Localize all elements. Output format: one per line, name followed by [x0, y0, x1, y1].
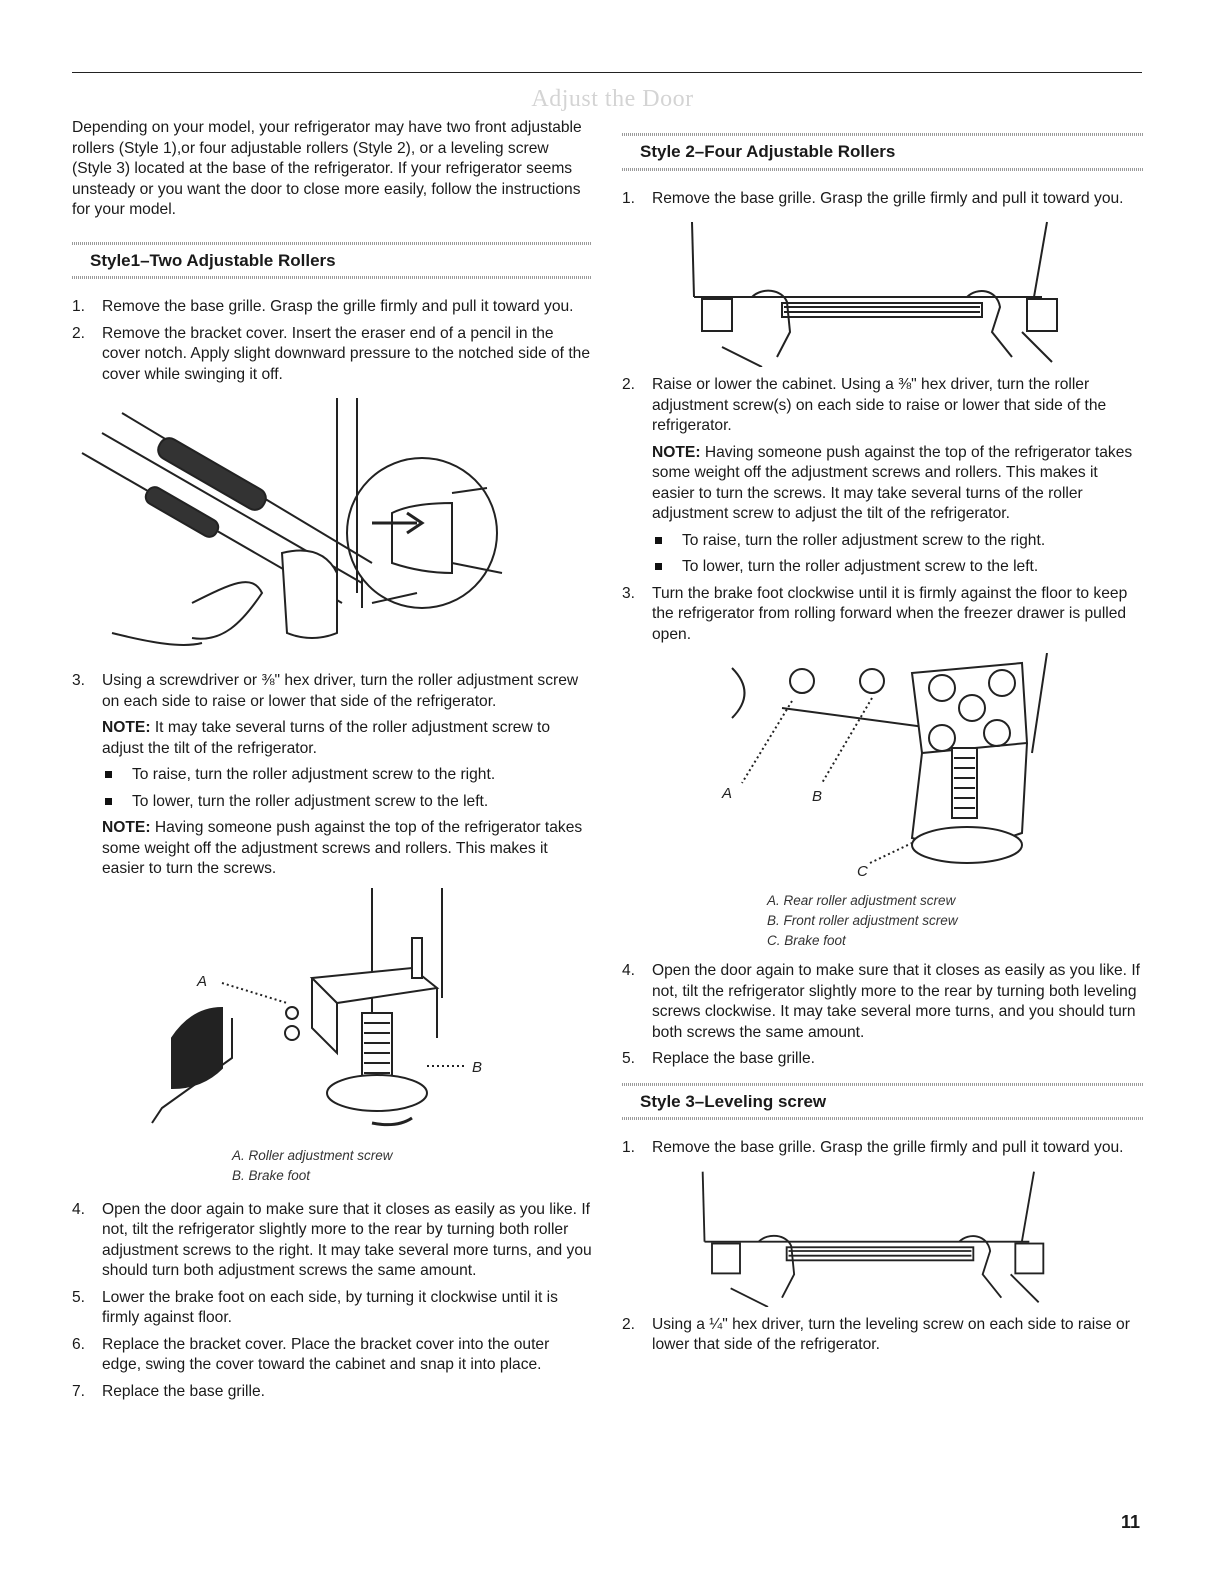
step-number: 4.	[622, 962, 636, 979]
step-number: 2.	[72, 324, 86, 342]
step-number: 6.	[72, 1335, 86, 1353]
step-number: 1.	[622, 1139, 636, 1156]
style3-heading: Style 3–Leveling screw	[640, 1091, 827, 1111]
step-text: Replace the base grille.	[102, 1382, 265, 1400]
style2-note	[652, 443, 1144, 525]
caption-b: B. Brake foot	[232, 1167, 311, 1183]
step-text: Open the door again to make sure that it closes as easily as you like. If not, tilt the refrigerator slightly more to the rear by turning both roller adjustment screws to the right. It may take several more turns, and you should turn both adjustment screws the same amount.	[102, 1200, 592, 1279]
step-number: 4.	[72, 1200, 86, 1218]
bullet-text: To raise, turn the roller adjustment screw to the right.	[132, 766, 496, 783]
caption-b: B. Front roller adjustment screw	[767, 913, 958, 928]
base-grille-illustration	[622, 217, 1082, 367]
style1-step-1	[72, 297, 592, 318]
step-number: 2.	[622, 1315, 636, 1333]
intro-paragraph: Depending on your model, your refrigerator may have two front adjustable rollers (Style 1),or four adjustable rollers (Style 2), or a leveling screw (Style 3) located at the base of the refrigerator. If your refrigerator seems unsteady or you want the door to close more easily, follow the instructions for your model.	[72, 119, 582, 218]
style1-step-2	[72, 324, 592, 386]
figure-label-b: B	[472, 1058, 483, 1076]
style2-step-5	[622, 1049, 1144, 1070]
step-text: Using a ¼" hex driver, turn the leveling screw on each side to raise or lower that side of the refrigerator.	[652, 1315, 1130, 1353]
note-text: Having someone push against the top of the refrigerator takes some weight off the adjustment screws and rollers. This makes it easier to turn the screws.	[102, 819, 583, 877]
step-number: 2.	[622, 376, 636, 393]
dotted-rule	[622, 1117, 1144, 1120]
style2-bullet-raise	[652, 531, 1144, 552]
page-title: Adjust the Door	[531, 86, 694, 112]
note-text: Having someone push against the top of the refrigerator takes some weight off the adjustment screws and rollers. This makes it easier to turn the screws. It may take several turns of the roller adjustment screw to adjust the tilt of the refrigerator.	[652, 443, 1133, 522]
bullet-marker	[655, 537, 662, 544]
bullet-marker	[105, 771, 112, 778]
style1-step-3	[72, 671, 592, 880]
figure-label-a: A	[722, 785, 733, 802]
bullet-text: To lower, turn the roller adjustment screw to the left.	[682, 558, 1039, 575]
brake-foot-illustration	[622, 653, 1082, 883]
step-number: 3.	[622, 584, 636, 602]
style2-figure-caption	[622, 891, 1144, 951]
style1-step-7	[72, 1382, 592, 1403]
bracket-cover-illustration	[72, 393, 542, 663]
dotted-rule	[72, 276, 592, 279]
left-column	[72, 118, 592, 1408]
top-rule	[72, 72, 1142, 73]
step-number: 5.	[622, 1050, 636, 1067]
style1-bullet-raise	[102, 765, 592, 786]
bullet-marker	[105, 798, 112, 805]
note-label: NOTE:	[102, 819, 151, 836]
bullet-text: To raise, turn the roller adjustment screw to the right.	[682, 531, 1046, 549]
style1-heading: Style1–Two Adjustable Rollers	[90, 250, 336, 270]
step-text: Remove the base grille. Grasp the grille firmly and pull it toward you.	[652, 1139, 1124, 1156]
style1-figure-caption	[72, 1146, 592, 1186]
figure-label-c: C	[857, 863, 868, 880]
step-number: 1.	[622, 189, 636, 207]
style1-heading-block	[72, 235, 592, 288]
step-text: Remove the bracket cover. Insert the eraser end of a pencil in the cover notch. Apply slight downward pressure to the notched side of the cover while swinging it off.	[102, 324, 591, 383]
note-label: NOTE:	[652, 443, 701, 461]
step-text: Remove the base grille. Grasp the grille firmly and pull it toward you.	[102, 298, 574, 315]
caption-a: A. Roller adjustment screw	[232, 1147, 393, 1163]
step-text: Remove the base grille. Grasp the grille firmly and pull it toward you.	[652, 189, 1124, 207]
figure-label-b: B	[812, 788, 823, 805]
style1-note-1	[102, 718, 592, 759]
step-text: Raise or lower the cabinet. Using a ⅜" hex driver, turn the roller adjustment screw(s) on each side to raise or lower that side of the refrigerator.	[652, 376, 1107, 434]
roller-screw-illustration	[72, 888, 542, 1138]
caption-a: A. Rear roller adjustment screw	[767, 893, 956, 908]
step-text: Replace the bracket cover. Place the bracket cover into the outer edge, swing the cover toward the cabinet and snap it into place.	[102, 1335, 550, 1373]
style1-note-2	[102, 818, 592, 880]
style1-step-4	[72, 1200, 592, 1282]
step-text: Using a screwdriver or ⅜" hex driver, turn the roller adjustment screw on each side to raise or lower that side of the refrigerator.	[102, 672, 579, 710]
style2-step-4	[622, 961, 1144, 1043]
caption-c: C. Brake foot	[767, 933, 846, 948]
style3-step-1	[622, 1138, 1144, 1159]
page-number: 11	[1120, 1512, 1140, 1532]
step-text: Open the door again to make sure that it closes as easily as you like. If not, tilt the refrigerator slightly more to the rear by turning both leveling screws clockwise. It may take several more turns, and you should turn both screws the same amount.	[652, 962, 1140, 1041]
style2-heading-block	[622, 126, 1144, 179]
step-number: 5.	[72, 1288, 86, 1306]
style2-step-1	[622, 189, 1144, 210]
note-text: It may take several turns of the roller adjustment screw to adjust the tilt of the refrigerator.	[102, 719, 551, 757]
style1-step-6	[72, 1335, 592, 1376]
base-grille-illustration-2	[622, 1167, 1082, 1307]
style1-bullet-lower	[102, 792, 592, 813]
step-text: Turn the brake foot clockwise until it is firmly against the floor to keep the refrigerator from rolling forward when the freezer drawer is pulled open.	[652, 584, 1128, 643]
dotted-rule	[622, 168, 1144, 171]
bullet-text: To lower, turn the roller adjustment screw to the left.	[132, 792, 489, 810]
style3-heading-block	[622, 1076, 1144, 1129]
style2-heading: Style 2–Four Adjustable Rollers	[640, 142, 896, 161]
step-number: 7.	[72, 1382, 86, 1400]
style2-bullet-lower	[652, 557, 1144, 578]
step-text: Replace the base grille.	[652, 1050, 815, 1067]
step-number: 1.	[72, 298, 86, 315]
step-number: 3.	[72, 672, 86, 689]
style2-step-3	[622, 584, 1144, 646]
style3-step-2	[622, 1315, 1144, 1356]
style1-step-5	[72, 1288, 592, 1329]
figure-label-a: A	[197, 972, 208, 990]
right-column	[622, 118, 1144, 1362]
bullet-marker	[655, 563, 662, 570]
step-text: Lower the brake foot on each side, by turning it clockwise until it is firmly against floor.	[102, 1288, 558, 1326]
note-label: NOTE:	[102, 719, 151, 736]
style2-step-2	[622, 375, 1144, 578]
